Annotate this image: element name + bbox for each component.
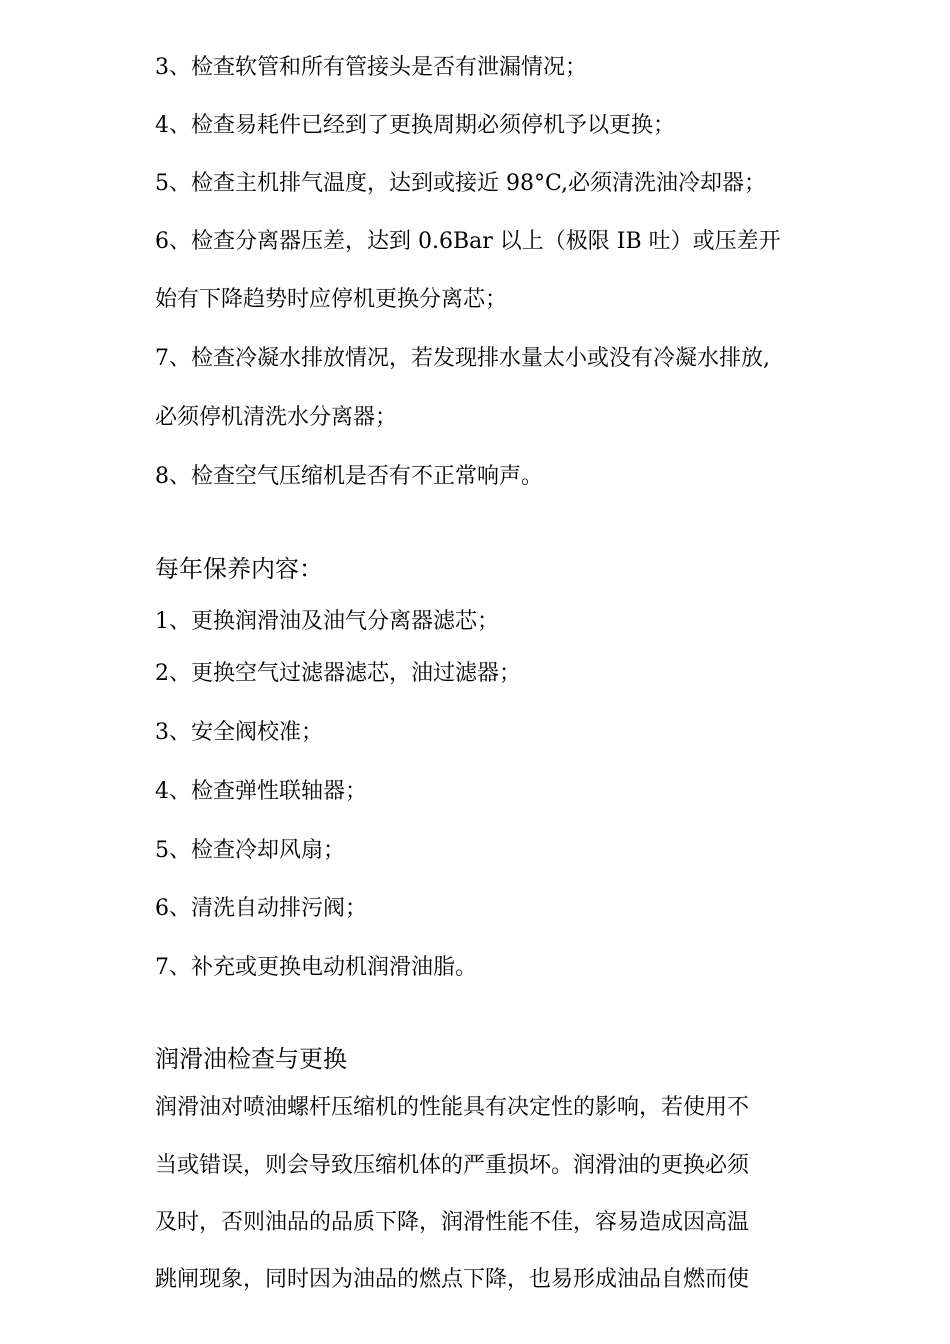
oil-section-heading: 润滑油检查与更换: [155, 1045, 347, 1073]
oil-paragraph-line-4: 跳闸现象，同时因为油品的燃点下降，也易形成油品自燃而使: [155, 1267, 750, 1292]
yearly-item-7: 7、补充或更换电动机润滑油脂。: [155, 955, 477, 980]
yearly-item-4: 4、检查弹性联轴器；: [155, 779, 367, 804]
yearly-item-5: 5、检查冷却风扇；: [155, 838, 345, 863]
oil-paragraph-line-2: 当或错误，则会导致压缩机体的严重损坏。润滑油的更换必须: [155, 1153, 750, 1178]
inspection-item-4: 4、检查易耗件已经到了更换周期必须停机予以更换；: [155, 113, 675, 138]
inspection-item-8: 8、检查空气压缩机是否有不正常响声。: [155, 464, 543, 489]
inspection-item-5: 5、检查主机排气温度，达到或接近 98°C,必须清洗油冷却器；: [155, 171, 767, 196]
inspection-item-7-line-2: 必须停机清洗水分离器；: [155, 405, 398, 430]
inspection-item-7-line-1: 7、检查冷凝水排放情况，若发现排水量太小或没有冷凝水排放,: [155, 346, 770, 371]
yearly-item-1: 1、更换润滑油及油气分离器滤芯；: [155, 609, 499, 634]
oil-paragraph-line-1: 润滑油对喷油螺杆压缩机的性能具有决定性的影响，若使用不: [155, 1095, 750, 1120]
yearly-item-3: 3、安全阀校准；: [155, 720, 323, 745]
yearly-item-6: 6、清洗自动排污阀；: [155, 896, 367, 921]
inspection-item-6-line-2: 始有下降趋势时应停机更换分离芯；: [155, 287, 508, 312]
inspection-item-3: 3、检查软管和所有管接头是否有泄漏情况；: [155, 55, 587, 80]
yearly-maintenance-heading: 每年保养内容：: [155, 555, 323, 583]
oil-paragraph-line-3: 及时，否则油品的品质下降，润滑性能不佳，容易造成因高温: [155, 1210, 750, 1235]
yearly-item-2: 2、更换空气过滤器滤芯，油过滤器；: [155, 661, 521, 686]
inspection-item-6-line-1: 6、检查分离器压差，达到 0.6Bar 以上（极限 IB 吐）或压差开: [155, 229, 781, 254]
